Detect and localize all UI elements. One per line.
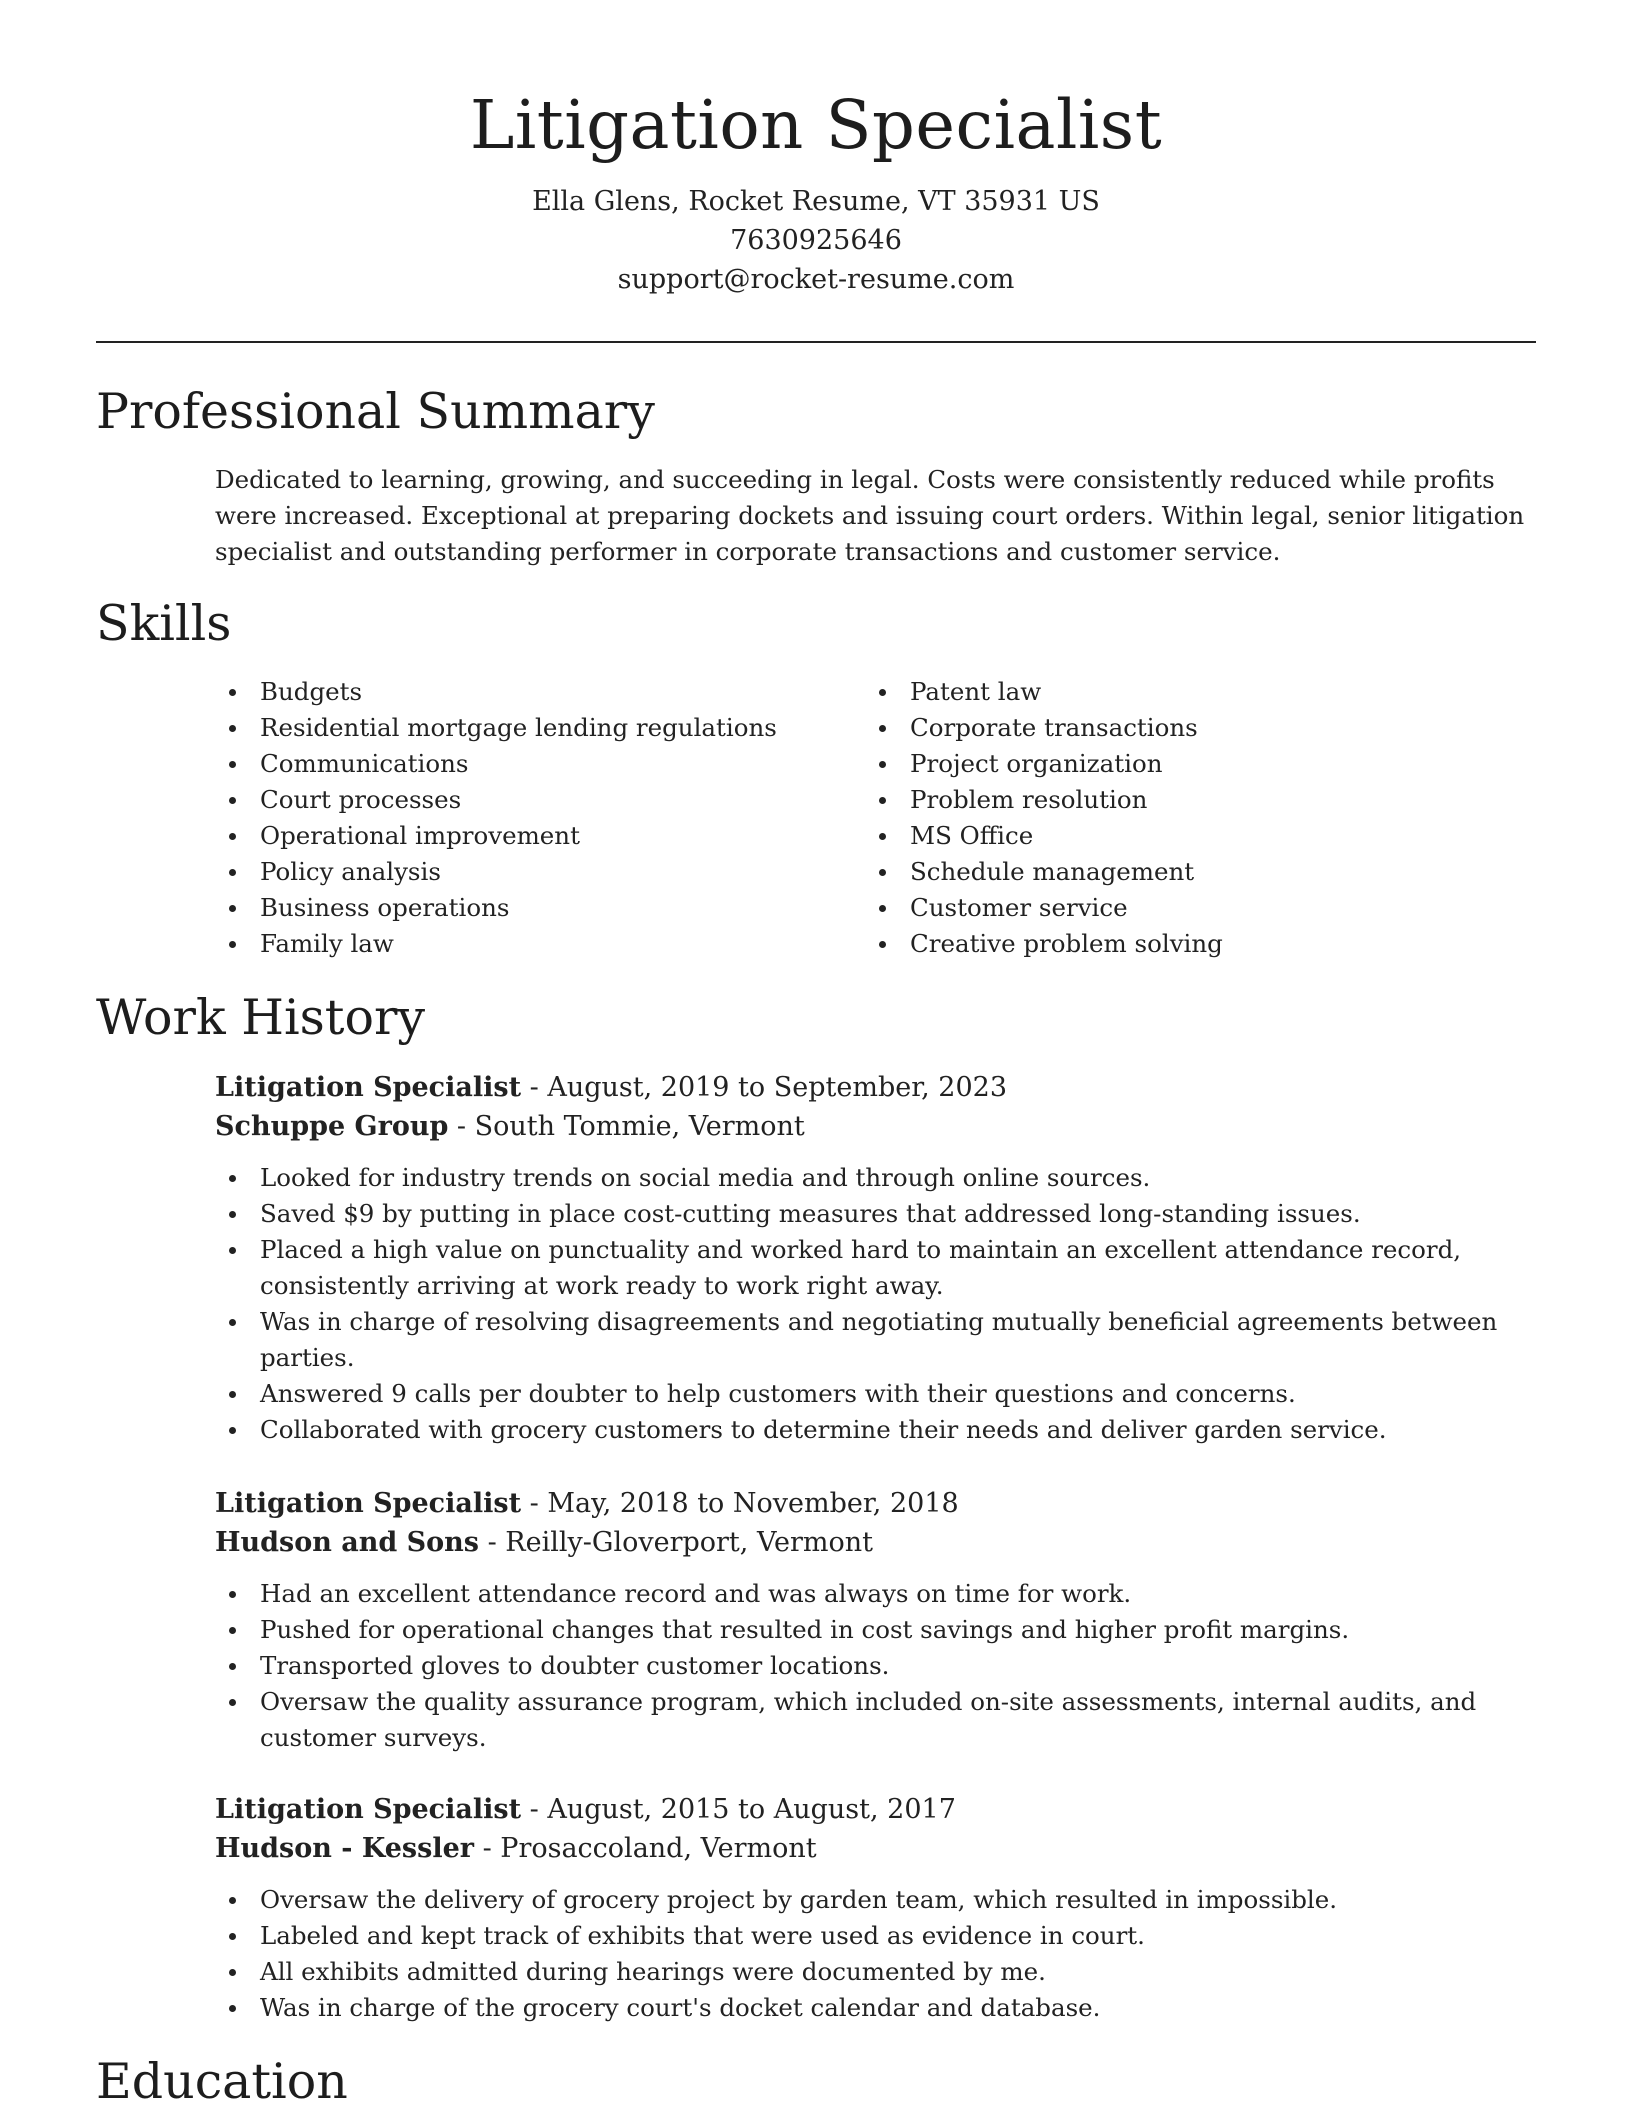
resume-header	[0, 80, 1632, 299]
skill-item: Customer service	[865, 890, 1515, 926]
job-duty-item: Transported gloves to doubter customer locations.	[215, 1648, 1545, 1684]
skills-column-right	[865, 674, 1515, 962]
job-entry	[215, 1790, 1545, 2026]
job-duty-item: Oversaw the delivery of grocery project by garden team, which resulted in impossible.	[215, 1882, 1545, 1918]
job-entry	[215, 1484, 1545, 1756]
contact-info	[0, 182, 1632, 299]
skill-item: Residential mortgage lending regulations	[215, 710, 865, 746]
job-title-line	[215, 1068, 1545, 1107]
skills-column-left	[215, 674, 865, 962]
job-duty-item: Collaborated with grocery customers to determine their needs and deliver garden service.	[215, 1412, 1545, 1448]
skill-item: Creative problem solving	[865, 926, 1515, 962]
skills-list	[215, 674, 1545, 962]
job-company: Hudson - Kessler	[215, 1833, 474, 1864]
job-duty-item: Labeled and kept track of exhibits that were used as evidence in court.	[215, 1918, 1545, 1954]
job-duty-item: Pushed for operational changes that resulted in cost savings and higher profit margins.	[215, 1612, 1545, 1648]
job-title: Litigation Specialist	[215, 1488, 522, 1519]
summary-text: Dedicated to learning, growing, and succeeding in legal. Costs were consistently reduced while profits were increased. Exceptional at preparing dockets and issuing court orders. Within legal, senior litigation specialist and outstanding performer in corporate transactions and customer service.	[215, 465, 1525, 566]
skill-item: Schedule management	[865, 854, 1515, 890]
job-duties	[215, 1882, 1545, 2026]
job-company-line	[215, 1523, 1545, 1562]
resume-title: Litigation Specialist	[469, 86, 1163, 164]
job-dates: - May, 2018 to November, 2018	[521, 1488, 959, 1519]
job-location: - South Tommie, Vermont	[448, 1111, 805, 1142]
header-divider	[96, 341, 1536, 343]
job-location: - Reilly-Gloverport, Vermont	[479, 1527, 873, 1558]
job-duties	[215, 1576, 1545, 1756]
skill-item: Problem resolution	[865, 782, 1515, 818]
skill-item: Communications	[215, 746, 865, 782]
skill-item: Patent law	[865, 674, 1515, 710]
job-duty-item: Was in charge of resolving disagreements and negotiating mutually beneficial agreements between parties.	[215, 1304, 1545, 1376]
job-entry	[215, 1068, 1545, 1448]
skill-item: Business operations	[215, 890, 865, 926]
job-duties	[215, 1160, 1545, 1448]
skill-item: Operational improvement	[215, 818, 865, 854]
skill-item: Policy analysis	[215, 854, 865, 890]
job-duty-item: Was in charge of the grocery court's docket calendar and database.	[215, 1990, 1545, 2026]
education-heading: Education	[96, 2053, 348, 2110]
job-duty-item: Oversaw the quality assurance program, which included on-site assessments, internal audits, and customer surveys.	[215, 1684, 1545, 1756]
job-duty-item: Saved $9 by putting in place cost-cutting measures that addressed long-standing issues.	[215, 1196, 1545, 1232]
contact-email: support@rocket-resume.com	[617, 264, 1015, 295]
job-duty-item: Looked for industry trends on social media and through online sources.	[215, 1160, 1545, 1196]
job-title-line	[215, 1790, 1545, 1829]
skill-item: Project organization	[865, 746, 1515, 782]
contact-phone: 7630925646	[730, 225, 902, 256]
job-company-line	[215, 1829, 1545, 1868]
skill-item: MS Office	[865, 818, 1515, 854]
contact-address: Ella Glens, Rocket Resume, VT 35931 US	[532, 186, 1100, 217]
job-company-line	[215, 1107, 1545, 1146]
work-history-heading: Work History	[96, 989, 426, 1046]
job-title-line	[215, 1484, 1545, 1523]
job-duty-item: Answered 9 calls per doubter to help customers with their questions and concerns.	[215, 1376, 1545, 1412]
skill-item: Court processes	[215, 782, 865, 818]
job-duty-item: All exhibits admitted during hearings were documented by me.	[215, 1954, 1545, 1990]
skills-heading: Skills	[96, 595, 232, 652]
job-duty-item: Placed a high value on punctuality and worked hard to maintain an excellent attendance record, consistently arriving at work ready to work right away.	[215, 1232, 1545, 1304]
skill-item: Budgets	[215, 674, 865, 710]
job-title: Litigation Specialist	[215, 1794, 522, 1825]
job-company: Schuppe Group	[215, 1111, 449, 1142]
skill-item: Corporate transactions	[865, 710, 1515, 746]
job-title: Litigation Specialist	[215, 1072, 522, 1103]
job-company: Hudson and Sons	[215, 1527, 480, 1558]
job-dates: - August, 2019 to September, 2023	[521, 1072, 1008, 1103]
job-duty-item: Had an excellent attendance record and was always on time for work.	[215, 1576, 1545, 1612]
job-dates: - August, 2015 to August, 2017	[521, 1794, 956, 1825]
skill-item: Family law	[215, 926, 865, 962]
summary-heading: Professional Summary	[96, 383, 655, 440]
job-location: - Prosaccoland, Vermont	[473, 1833, 817, 1864]
